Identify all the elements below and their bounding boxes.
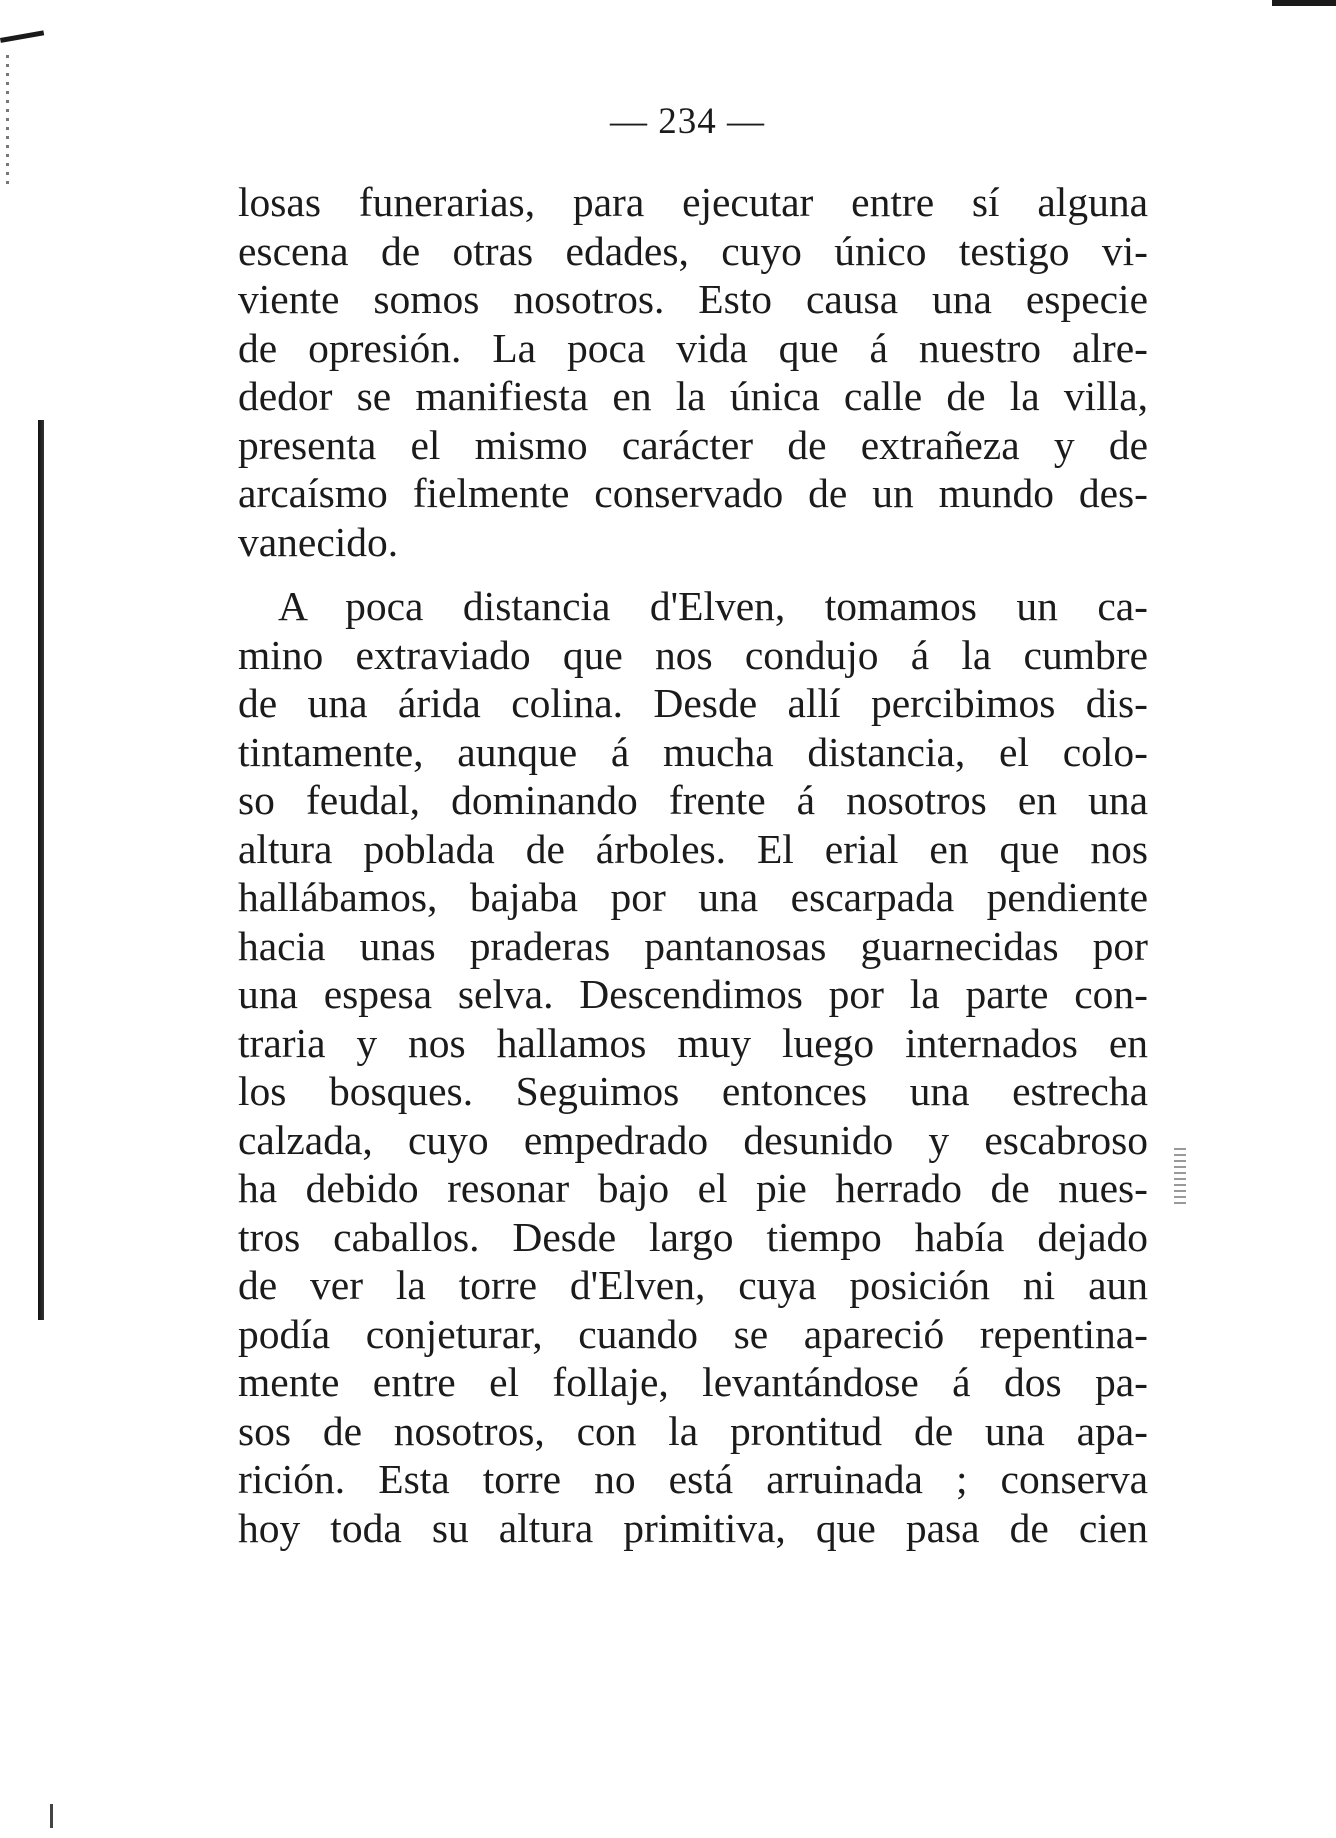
text-line: viente somos nosotros. Esto causa una especie (238, 276, 1148, 322)
text-line: dedor se manifiesta en la única calle de la villa, (238, 373, 1148, 419)
text-line: arcaísmo fielmente conservado de un mundo des- (238, 470, 1148, 516)
text-line: tintamente, aunque á mucha distancia, el colo- (238, 728, 1148, 775)
text-line: presenta el mismo carácter de extrañeza y de (238, 421, 1148, 468)
text-line: rición. Esta torre no está arruinada ; conserva (238, 1456, 1148, 1502)
text-line: mino extraviado que nos condujo á la cumbre (238, 631, 1148, 678)
scan-dust-mark (6, 55, 9, 185)
paragraph-2 (238, 582, 1148, 1552)
text-line: los bosques. Seguimos entonces una estrecha (238, 1068, 1148, 1114)
text-line: de opresión. La poca vida que á nuestro alre- (238, 324, 1148, 371)
text-line: ha debido resonar bajo el pie herrado de nues- (238, 1165, 1148, 1211)
text-line: traria y nos hallamos muy luego internados en (238, 1019, 1148, 1066)
page-number: — 234 — (610, 101, 765, 142)
scan-corner-mark (0, 30, 44, 43)
text-line: hallábamos, bajaba por una escarpada pendiente (238, 874, 1148, 920)
text-line: so feudal, dominando frente á nosotros en una (238, 777, 1148, 823)
scan-speck-mark (50, 1804, 53, 1828)
text-line: mente entre el follaje, levantándose á dos pa- (238, 1359, 1148, 1405)
scan-binding-shadow (38, 420, 44, 1320)
scan-edge-mark (1272, 0, 1336, 6)
text-line: A poca distancia d'Elven, tomamos un ca- (278, 583, 1148, 629)
scan-smudge-mark (1174, 1148, 1186, 1206)
text-line: escena de otras edades, cuyo único testigo vi- (238, 227, 1148, 274)
text-line: de una árida colina. Desde allí percibimos dis- (238, 680, 1148, 726)
paragraph-spacer (238, 566, 1148, 582)
paragraph-1 (238, 178, 1148, 566)
text-line: vanecido. (238, 518, 399, 565)
text-line: calzada, cuyo empedrado desunido y escabroso (238, 1116, 1148, 1163)
text-line: hacia unas praderas pantanosas guarnecidas por (238, 922, 1148, 969)
text-line: de ver la torre d'Elven, cuya posición ni aun (238, 1262, 1148, 1308)
text-line: tros caballos. Desde largo tiempo había dejado (238, 1213, 1148, 1260)
text-line: podía conjeturar, cuando se apareció repentina- (238, 1310, 1148, 1357)
text-line: losas funerarias, para ejecutar entre sí alguna (238, 179, 1148, 225)
body-text (238, 178, 1148, 1552)
text-line: sos de nosotros, con la prontitud de una apa- (238, 1407, 1148, 1454)
text-line: una espesa selva. Descendimos por la parte con- (238, 971, 1148, 1017)
text-line: hoy toda su altura primitiva, que pasa de cien (238, 1504, 1148, 1551)
text-line: altura poblada de árboles. El erial en que nos (238, 825, 1148, 872)
